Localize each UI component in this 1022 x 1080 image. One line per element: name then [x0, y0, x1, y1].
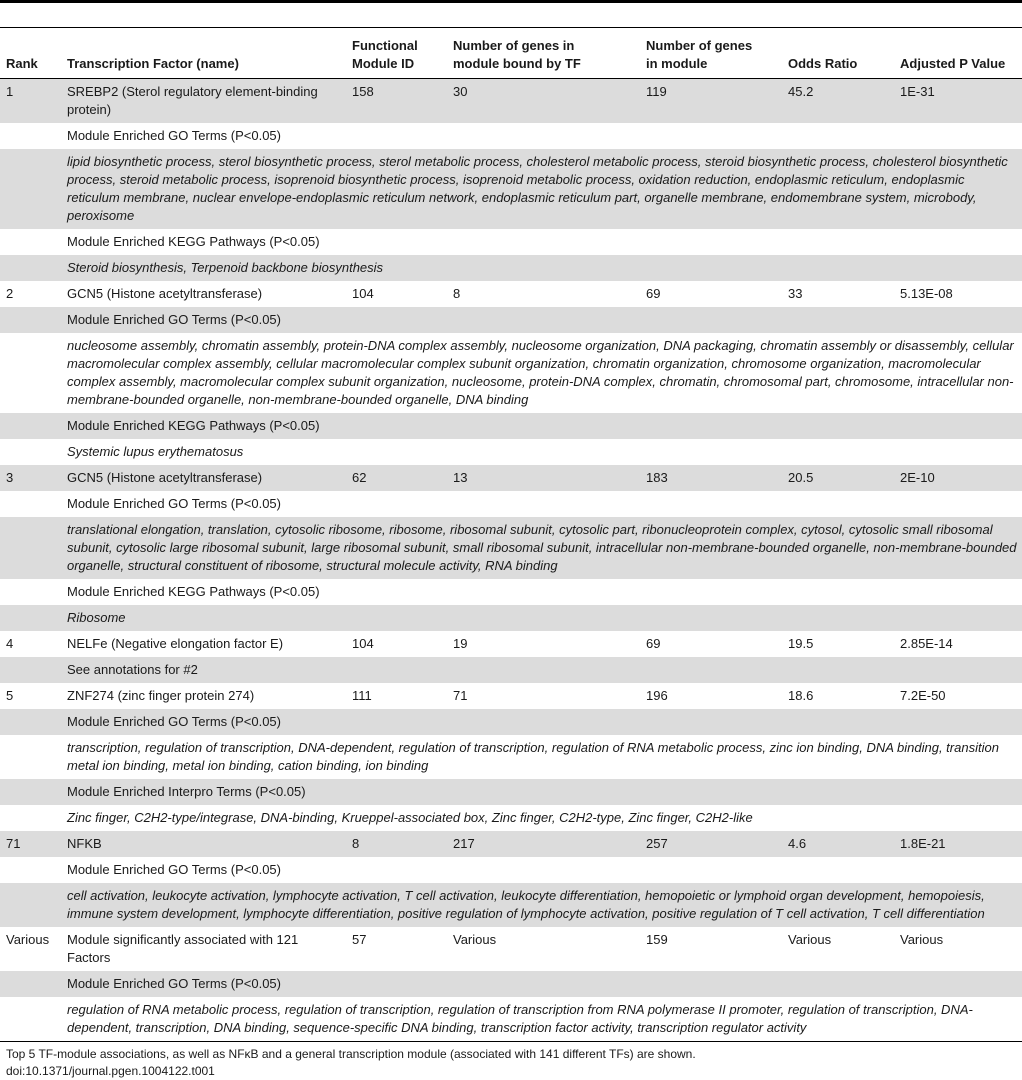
table-row: [0, 831, 1022, 857]
annotation-terms-cell: Systemic lupus erythematosus: [67, 444, 244, 459]
annotation-terms-cell: Ribosome: [61, 605, 1022, 631]
rank-cell: 2: [6, 286, 14, 301]
bound-genes-cell: 71: [453, 688, 468, 703]
annotation-terms-row: [0, 997, 1022, 1042]
table-row: [0, 683, 1022, 709]
bound-genes-cell: Various: [453, 932, 497, 947]
header-odds: Odds Ratio: [782, 28, 894, 79]
spacer-cell: [0, 307, 61, 333]
table-row: [0, 631, 1022, 657]
odds-ratio-cell: Various: [788, 932, 832, 947]
adjusted-p-cell: 1E-31: [894, 79, 1022, 124]
spacer-cell: [0, 439, 61, 465]
module-id-cell: 111: [352, 688, 372, 703]
header-module-id-line1: Functional: [352, 38, 418, 53]
adjusted-p-cell: 2E-10: [894, 465, 1022, 491]
annotation-label-cell: Module Enriched GO Terms (P<0.05): [67, 128, 281, 143]
rank-cell: 1: [0, 79, 61, 124]
annotation-terms-row: [0, 149, 1022, 229]
bound-genes-cell: 8: [453, 286, 461, 301]
table-caption: [6, 1046, 1016, 1080]
spacer-cell: [0, 255, 61, 281]
rank-cell: 3: [0, 465, 61, 491]
spacer-cell: [0, 413, 61, 439]
spacer-cell: [0, 333, 61, 413]
annotation-label-cell: Module Enriched GO Terms (P<0.05): [67, 862, 281, 877]
bound-genes-cell: 19: [453, 636, 468, 651]
odds-ratio-cell: 33: [788, 286, 803, 301]
header-genes: [640, 28, 782, 79]
tf-name-cell: GCN5 (Histone acetyltransferase): [67, 286, 263, 301]
annotation-label-row: [0, 579, 1022, 605]
annotation-terms-row: [0, 517, 1022, 579]
annotation-terms-row: [0, 735, 1022, 779]
annotation-label-row: [0, 413, 1022, 439]
spacer-cell: [0, 997, 61, 1042]
annotation-terms-cell: nucleosome assembly, chromatin assembly, protein-DNA complex assembly, nucleosome organization, DNA packaging, chromatin assembly or disassembly, cellular macromolecular complex assembly, cellular macromolecular complex subunit organization, chromatin organization, chromosome organization, macromolecular complex assembly, macromolecular complex subunit organization, nucleosome, protein-DNA complex, chromatin, chromosomal part, chromosome, intracellular non-membrane-bounded organelle, non-membrane-bounded organelle, DNA binding: [67, 338, 1014, 407]
annotation-label-cell: Module Enriched KEGG Pathways (P<0.05): [61, 413, 1022, 439]
spacer-cell: [0, 971, 61, 997]
annotation-terms-row: [0, 883, 1022, 927]
annotation-terms-cell: cell activation, leukocyte activation, lymphocyte activation, T cell activation, leukocyte differentiation, hemopoietic or lymphoid organ development, hemopoiesis, immune system development, lymphocyte differentiation, positive regulation of lymphocyte activation, positive regulation of T cell activation, T cell differentiation: [61, 883, 1022, 927]
header-row: [0, 28, 1022, 79]
spacer-cell: [0, 229, 61, 255]
module-genes-cell: 159: [646, 932, 668, 947]
spacer-cell: [0, 605, 61, 631]
tf-name-cell: NFKB: [61, 831, 346, 857]
spacer-cell: [0, 579, 61, 605]
annotation-label-row: [0, 779, 1022, 805]
module-genes-cell: 119: [640, 79, 782, 124]
adjusted-p-cell: 2.85E-14: [900, 636, 953, 651]
annotation-label-cell: Module Enriched KEGG Pathways (P<0.05): [67, 234, 320, 249]
annotation-label-row: [0, 229, 1022, 255]
header-tf: Transcription Factor (name): [61, 28, 346, 79]
odds-ratio-cell: 45.2: [782, 79, 894, 124]
annotation-terms-cell: transcription, regulation of transcription, DNA-dependent, regulation of transcription, regulation of RNA metabolic process, zinc ion binding, DNA binding, transition metal ion binding, metal ion binding, cation binding, ion binding: [67, 740, 999, 773]
bound-genes-cell: 13: [447, 465, 640, 491]
top-rule: [0, 0, 1022, 3]
odds-ratio-cell: 19.5: [788, 636, 814, 651]
rank-cell: Various: [6, 932, 50, 947]
module-id-cell: 158: [346, 79, 447, 124]
header-bound: [447, 28, 640, 79]
annotation-label-row: [0, 971, 1022, 997]
spacer-cell: [0, 123, 61, 149]
spacer-cell: [0, 883, 61, 927]
header-bound-line1: Number of genes in: [453, 38, 575, 53]
annotation-terms-row: [0, 439, 1022, 465]
annotation-terms-cell: translational elongation, translation, cytosolic ribosome, ribosome, ribosomal subunit, cytosolic part, ribonucleoprotein complex, cytosol, cytosolic small ribosomal subunit, cytosolic large ribosomal subunit, large ribosomal subunit, small ribosomal subunit, intracellular non-membrane-bounded organelle, non-membrane-bounded organelle, structural constituent of ribosome, structural molecule activity, RNA binding: [61, 517, 1022, 579]
annotation-terms-row: [0, 605, 1022, 631]
module-genes-cell: 196: [646, 688, 668, 703]
annotation-label-row: [0, 307, 1022, 333]
table-row: [0, 927, 1022, 971]
caption-text: Top 5 TF-module associations, as well as NFκB and a general transcription module (associated with 141 different TFs) are shown.: [6, 1047, 696, 1061]
tf-name-cell: SREBP2 (Sterol regulatory element-binding protein): [61, 79, 346, 124]
annotation-terms-row: [0, 805, 1022, 831]
table-row: [0, 79, 1022, 124]
annotation-label-cell: Module Enriched GO Terms (P<0.05): [61, 709, 1022, 735]
bound-genes-cell: 30: [447, 79, 640, 124]
tf-module-table: [0, 27, 1022, 1042]
annotation-label-cell: Module Enriched GO Terms (P<0.05): [61, 971, 1022, 997]
rank-cell: 71: [0, 831, 61, 857]
annotation-terms-cell: Steroid biosynthesis, Terpenoid backbone biosynthesis: [61, 255, 1022, 281]
see-also-row: [0, 657, 1022, 683]
spacer-cell: [0, 517, 61, 579]
header-genes-line1: Number of genes: [646, 38, 753, 53]
annotation-terms-row: [0, 333, 1022, 413]
tf-name-cell: ZNF274 (zinc finger protein 274): [67, 688, 255, 703]
adjusted-p-cell: 1.8E-21: [894, 831, 1022, 857]
module-genes-cell: 69: [646, 286, 661, 301]
tf-name-cell: Module significantly associated with 121 Factors: [67, 932, 299, 965]
module-genes-cell: 257: [640, 831, 782, 857]
annotation-label-cell: Module Enriched Interpro Terms (P<0.05): [61, 779, 1022, 805]
annotation-terms-cell: regulation of RNA metabolic process, regulation of transcription, regulation of transcription from RNA polymerase II promoter, regulation of transcription, DNA-dependent, transcription, DNA binding, sequence-specific DNA binding, transcription factor activity, transcription regulator activity: [67, 1002, 973, 1035]
rank-cell: 4: [6, 636, 14, 651]
tf-name-cell: NELFe (Negative elongation factor E): [67, 636, 284, 651]
tf-name-cell: GCN5 (Histone acetyltransferase): [61, 465, 346, 491]
spacer-cell: [0, 709, 61, 735]
see-also-cell: See annotations for #2: [61, 657, 1022, 683]
annotation-terms-cell: Zinc finger, C2H2-type/integrase, DNA-binding, Krueppel-associated box, Zinc finger, C2H2-type, Zinc finger, C2H2-like: [67, 810, 753, 825]
rank-cell: 5: [6, 688, 14, 703]
header-pval: Adjusted P Value: [894, 28, 1022, 79]
annotation-label-row: [0, 123, 1022, 149]
module-genes-cell: 69: [646, 636, 661, 651]
header-module-id-line2: Module ID: [352, 56, 415, 71]
odds-ratio-cell: 18.6: [788, 688, 814, 703]
adjusted-p-cell: 7.2E-50: [900, 688, 946, 703]
annotation-label-cell: Module Enriched GO Terms (P<0.05): [61, 307, 1022, 333]
header-genes-line2: in module: [646, 56, 708, 71]
annotation-label-row: [0, 709, 1022, 735]
table-body: [0, 79, 1022, 1042]
annotation-terms-row: [0, 255, 1022, 281]
annotation-terms-cell: lipid biosynthetic process, sterol biosynthetic process, sterol metabolic process, cholesterol metabolic process, steroid biosynthetic process, cholesterol biosynthetic process, steroid metabolic process, isoprenoid biosynthetic process, isoprenoid metabolic process, oxidation reduction, endoplasmic reticulum, endoplasmic reticulum membrane, nuclear envelope-endoplasmic reticulum network, endoplasmic reticulum part, organelle membrane, endomembrane system, microbody, peroxisome: [61, 149, 1022, 229]
table-row: [0, 281, 1022, 307]
spacer-cell: [0, 805, 61, 831]
header-rank: Rank: [0, 28, 61, 79]
spacer-cell: [0, 779, 61, 805]
odds-ratio-cell: 4.6: [782, 831, 894, 857]
module-id-cell: 57: [352, 932, 367, 947]
table-row: [0, 465, 1022, 491]
spacer-cell: [0, 735, 61, 779]
adjusted-p-cell: 5.13E-08: [900, 286, 953, 301]
bound-genes-cell: 217: [447, 831, 640, 857]
module-id-cell: 62: [346, 465, 447, 491]
annotation-label-row: [0, 491, 1022, 517]
annotation-label-cell: Module Enriched KEGG Pathways (P<0.05): [67, 584, 320, 599]
adjusted-p-cell: Various: [900, 932, 944, 947]
annotation-label-cell: Module Enriched GO Terms (P<0.05): [67, 496, 281, 511]
spacer-cell: [0, 149, 61, 229]
header-bound-line2: module bound by TF: [453, 56, 581, 71]
spacer-cell: [0, 857, 61, 883]
module-id-cell: 104: [352, 636, 374, 651]
spacer-cell: [0, 657, 61, 683]
module-id-cell: 8: [346, 831, 447, 857]
odds-ratio-cell: 20.5: [782, 465, 894, 491]
annotation-label-row: [0, 857, 1022, 883]
module-genes-cell: 183: [640, 465, 782, 491]
header-module-id: [346, 28, 447, 79]
caption-doi: doi:10.1371/journal.pgen.1004122.t001: [6, 1064, 215, 1078]
spacer-cell: [0, 491, 61, 517]
module-id-cell: 104: [352, 286, 374, 301]
